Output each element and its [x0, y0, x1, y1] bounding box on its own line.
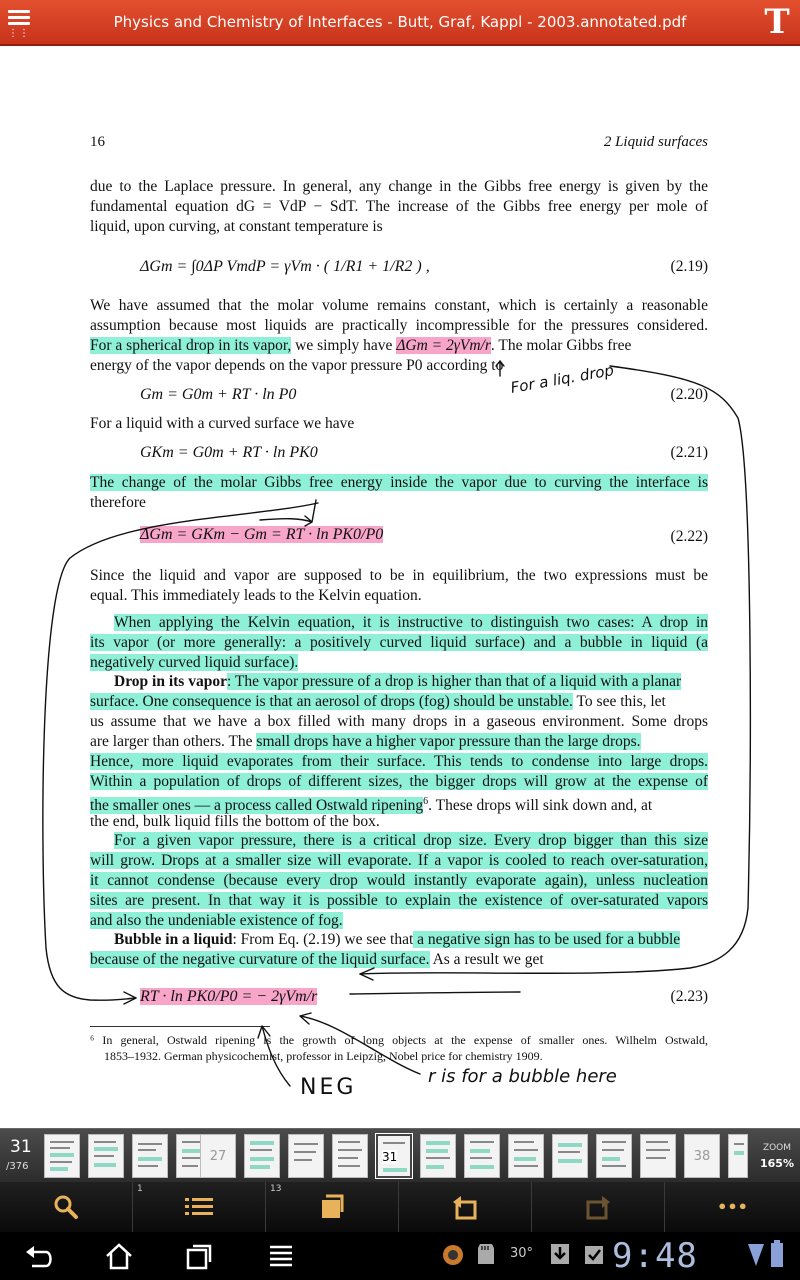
title-bar [0, 0, 800, 46]
back-page-button[interactable] [399, 1182, 532, 1232]
signal-icon [746, 1242, 766, 1268]
battery-icon [770, 1240, 784, 1268]
highlight[interactable]: For a given vapor pressure, there is a critical drop size. Every drop bigger than this size [114, 832, 708, 849]
text-mode-button[interactable]: T [764, 2, 790, 42]
equation-2-23 [140, 988, 317, 1006]
paragraph-3: For a liquid with a curved surface we have [90, 415, 355, 432]
equation-number: (2.22) [670, 528, 708, 545]
equation-number: (2.19) [670, 258, 708, 275]
page-thumbnail[interactable] [552, 1134, 588, 1178]
footnote-rule [90, 1026, 270, 1027]
page-thumbnail[interactable] [244, 1134, 280, 1178]
clock: 9:48 [612, 1236, 698, 1276]
search-icon [53, 1194, 79, 1220]
weather-temperature: 30° [510, 1246, 534, 1261]
recent-apps-icon[interactable] [184, 1242, 214, 1270]
highlight[interactable]: and also the undeniable existence of fog. [90, 912, 343, 929]
search-button[interactable] [0, 1182, 133, 1232]
outline-button[interactable]: 1 [133, 1182, 266, 1232]
running-head: 2 Liquid surfaces [603, 134, 708, 150]
pdf-page[interactable] [0, 48, 800, 1128]
highlight[interactable]: its vapor (or more generally: a positively curved liquid surface) and a bubble in liquid (a [90, 634, 708, 651]
highlight-pink[interactable]: ΔGm = 2γVm/r [396, 337, 491, 354]
sd-card-icon [476, 1242, 496, 1266]
back-icon[interactable] [24, 1242, 54, 1270]
back-arrow-icon [451, 1194, 479, 1220]
highlight[interactable]: the smaller ones — a process called Ostwald ripening [90, 797, 424, 815]
thumbnail-strip[interactable] [0, 1128, 800, 1182]
bottom-toolbar [0, 1182, 800, 1232]
handwritten-note-bubble[interactable]: r is for a bubble here [428, 1066, 617, 1087]
footnote: ⁶ In general, Ostwald ripening is the growth of long objects at the expense of smaller ones. Wilhelm Ostwald, 1853–1932. German physicochemist, professor in Leipzig, Nobel price for chemistry 1909. [90, 1033, 708, 1063]
highlight[interactable]: because of the negative curvature of the liquid surface. [90, 951, 430, 968]
page-thumbnail[interactable] [464, 1134, 500, 1178]
highlight[interactable]: negatively curved liquid surface). [90, 654, 299, 671]
highlight[interactable]: When applying the Kelvin equation, it is instructive to distinguish two cases: A drop in [114, 614, 708, 631]
list-icon [185, 1196, 213, 1218]
paragraph-6 [90, 613, 708, 673]
highlight[interactable]: it cannot condense (because every drop would instantly evaporate again), unless nucleation [90, 872, 708, 889]
highlight-pink[interactable]: ΔGm = GKm − Gm = RT · ln PK0/P0 [140, 526, 384, 543]
page-thumbnail-27[interactable]: 27 [200, 1134, 236, 1178]
page-counter: 31 /376 [6, 1137, 32, 1172]
forward-page-button[interactable] [532, 1182, 665, 1232]
menu-icon[interactable]: ⋮⋮ [6, 8, 34, 38]
page-thumbnail-38[interactable]: 38 [684, 1134, 720, 1178]
paragraph-4: The change of the molar Gibbs free energy inside the vapor due to curving the interface is therefore [90, 474, 708, 511]
highlight[interactable]: sites are present. In that way it is possible to explain the existence of over-saturated vapors [90, 892, 708, 909]
equation-2-19: ΔGm = ∫0ΔP VmdP = γVm · ( 1/R1 + 1/R2 ) , [140, 258, 430, 275]
paragraph-9: Bubble in a liquid: From Eq. (2.19) we see that a negative sign has to be used for a bubble because of the negative curvature of the liquid surface. As a result we get [90, 931, 681, 968]
highlight[interactable]: : The vapor pressure of a drop is higher than that of a liquid with a planar [226, 673, 682, 690]
highlight[interactable]: The change of the molar Gibbs free energy inside the vapor due to curving the interface is [90, 474, 708, 491]
equation-number: (2.20) [670, 386, 708, 403]
system-navigation-bar [0, 1232, 800, 1280]
highlight[interactable]: Within a population of drops of different sizes, the bigger drops will grow at the expense of [90, 773, 708, 790]
highlight-pink[interactable]: RT · ln PK0/P0 = − 2γVm/r [140, 988, 318, 1005]
menu-lines-icon[interactable] [266, 1242, 296, 1270]
highlight[interactable]: Hence, more liquid evaporates from their surface. This tends to condense into large drops. [90, 753, 708, 770]
equation-2-22 [140, 526, 383, 544]
paragraph-2: We have assumed that the molar volume remains constant, which is certainly a reasonable assumption because most liquids are practically incompressible for the pressures considered. For a spherical drop in its vapor, we simply have ΔGm = 2γVm/r. The molar Gibbs free energy of the vapor depends on the vapor pressure P0 according to [90, 297, 708, 374]
handwritten-note-drop[interactable]: For a liq. drop [509, 361, 616, 397]
app-notification-icon [442, 1244, 464, 1266]
forward-arrow-icon [584, 1194, 612, 1220]
page-thumbnail[interactable] [288, 1134, 324, 1178]
page-thumbnail[interactable] [640, 1134, 676, 1178]
page-thumbnail[interactable] [508, 1134, 544, 1178]
handwritten-note-neg[interactable]: NEG [300, 1075, 357, 1100]
more-icon: ••• [717, 1197, 748, 1217]
page-thumbnail-current[interactable]: 31 [376, 1134, 412, 1178]
highlight[interactable]: will grow. Drops at a smaller size will evaporate. If a vapor is cooled to reach over-saturation, [90, 852, 708, 869]
highlight[interactable]: For a spherical drop in its vapor, [90, 337, 292, 354]
page-thumbnail[interactable] [332, 1134, 368, 1178]
page-thumbnail[interactable] [596, 1134, 632, 1178]
home-icon[interactable] [104, 1242, 134, 1270]
zoom-indicator[interactable]: ZOOM 165% [760, 1143, 794, 1170]
equation-number: (2.23) [670, 988, 708, 1005]
equation-number: (2.21) [670, 444, 708, 461]
document-title: Physics and Chemistry of Interfaces - Butt, Graf, Kappl - 2003.annotated.pdf [113, 13, 687, 31]
page-thumbnail[interactable] [728, 1134, 748, 1178]
paragraph-7: Drop in its vapor: The vapor pressure of a drop is higher than that of a liquid with a planar surface. One consequence is that an aerosol of drops (fog) should be unstable. To see this, let us assume that we have a box filled with many drops in a gaseous environment. Some drops are larger than others. The small drops have a higher vapor pressure than the large drops. Hence, more liquid evaporates from their surface. This tends to condense into large drops. Within a population of drops of different sizes, the bigger drops will grow at the expense of the smaller ones — a process called Ostwald ripening$^6$. These drops will sink down and, at the end, bulk liquid fills the bottom of the box. [90, 673, 708, 830]
bookmark-button[interactable]: 13 [266, 1182, 399, 1232]
highlight[interactable]: a negative sign has to be used for a bubble [413, 931, 681, 948]
page-thumbnail[interactable] [44, 1134, 80, 1178]
page-thumbnail[interactable] [420, 1134, 456, 1178]
equation-2-21: GKm = G0m + RT · ln PK0 [140, 444, 318, 461]
paragraph-8 [90, 831, 708, 931]
task-check-icon [584, 1242, 604, 1266]
paragraph-5: Since the liquid and vapor are supposed to be in equilibrium, the two expressions must be equal. This immediately leads to the Kelvin equation. [90, 567, 708, 604]
page-jump-icon [318, 1194, 346, 1220]
equation-2-20: Gm = G0m + RT · ln P0 [140, 386, 297, 403]
highlight[interactable]: surface. One consequence is that an aerosol of drops (fog) should be unstable. [90, 693, 573, 710]
page-thumbnail[interactable] [88, 1134, 124, 1178]
page-thumbnail[interactable] [132, 1134, 168, 1178]
paragraph-1: due to the Laplace pressure. In general, any change in the Gibbs free energy is given by the fundamental equation dG = VdP − SdT. The increase of the Gibbs free energy per mole of liquid, upon curving, at constant temperature is [90, 178, 708, 235]
download-icon [550, 1242, 570, 1266]
more-button[interactable] [665, 1182, 800, 1232]
highlight[interactable]: small drops have a higher vapor pressure than the large drops. [256, 733, 641, 750]
page-number: 16 [90, 134, 105, 150]
